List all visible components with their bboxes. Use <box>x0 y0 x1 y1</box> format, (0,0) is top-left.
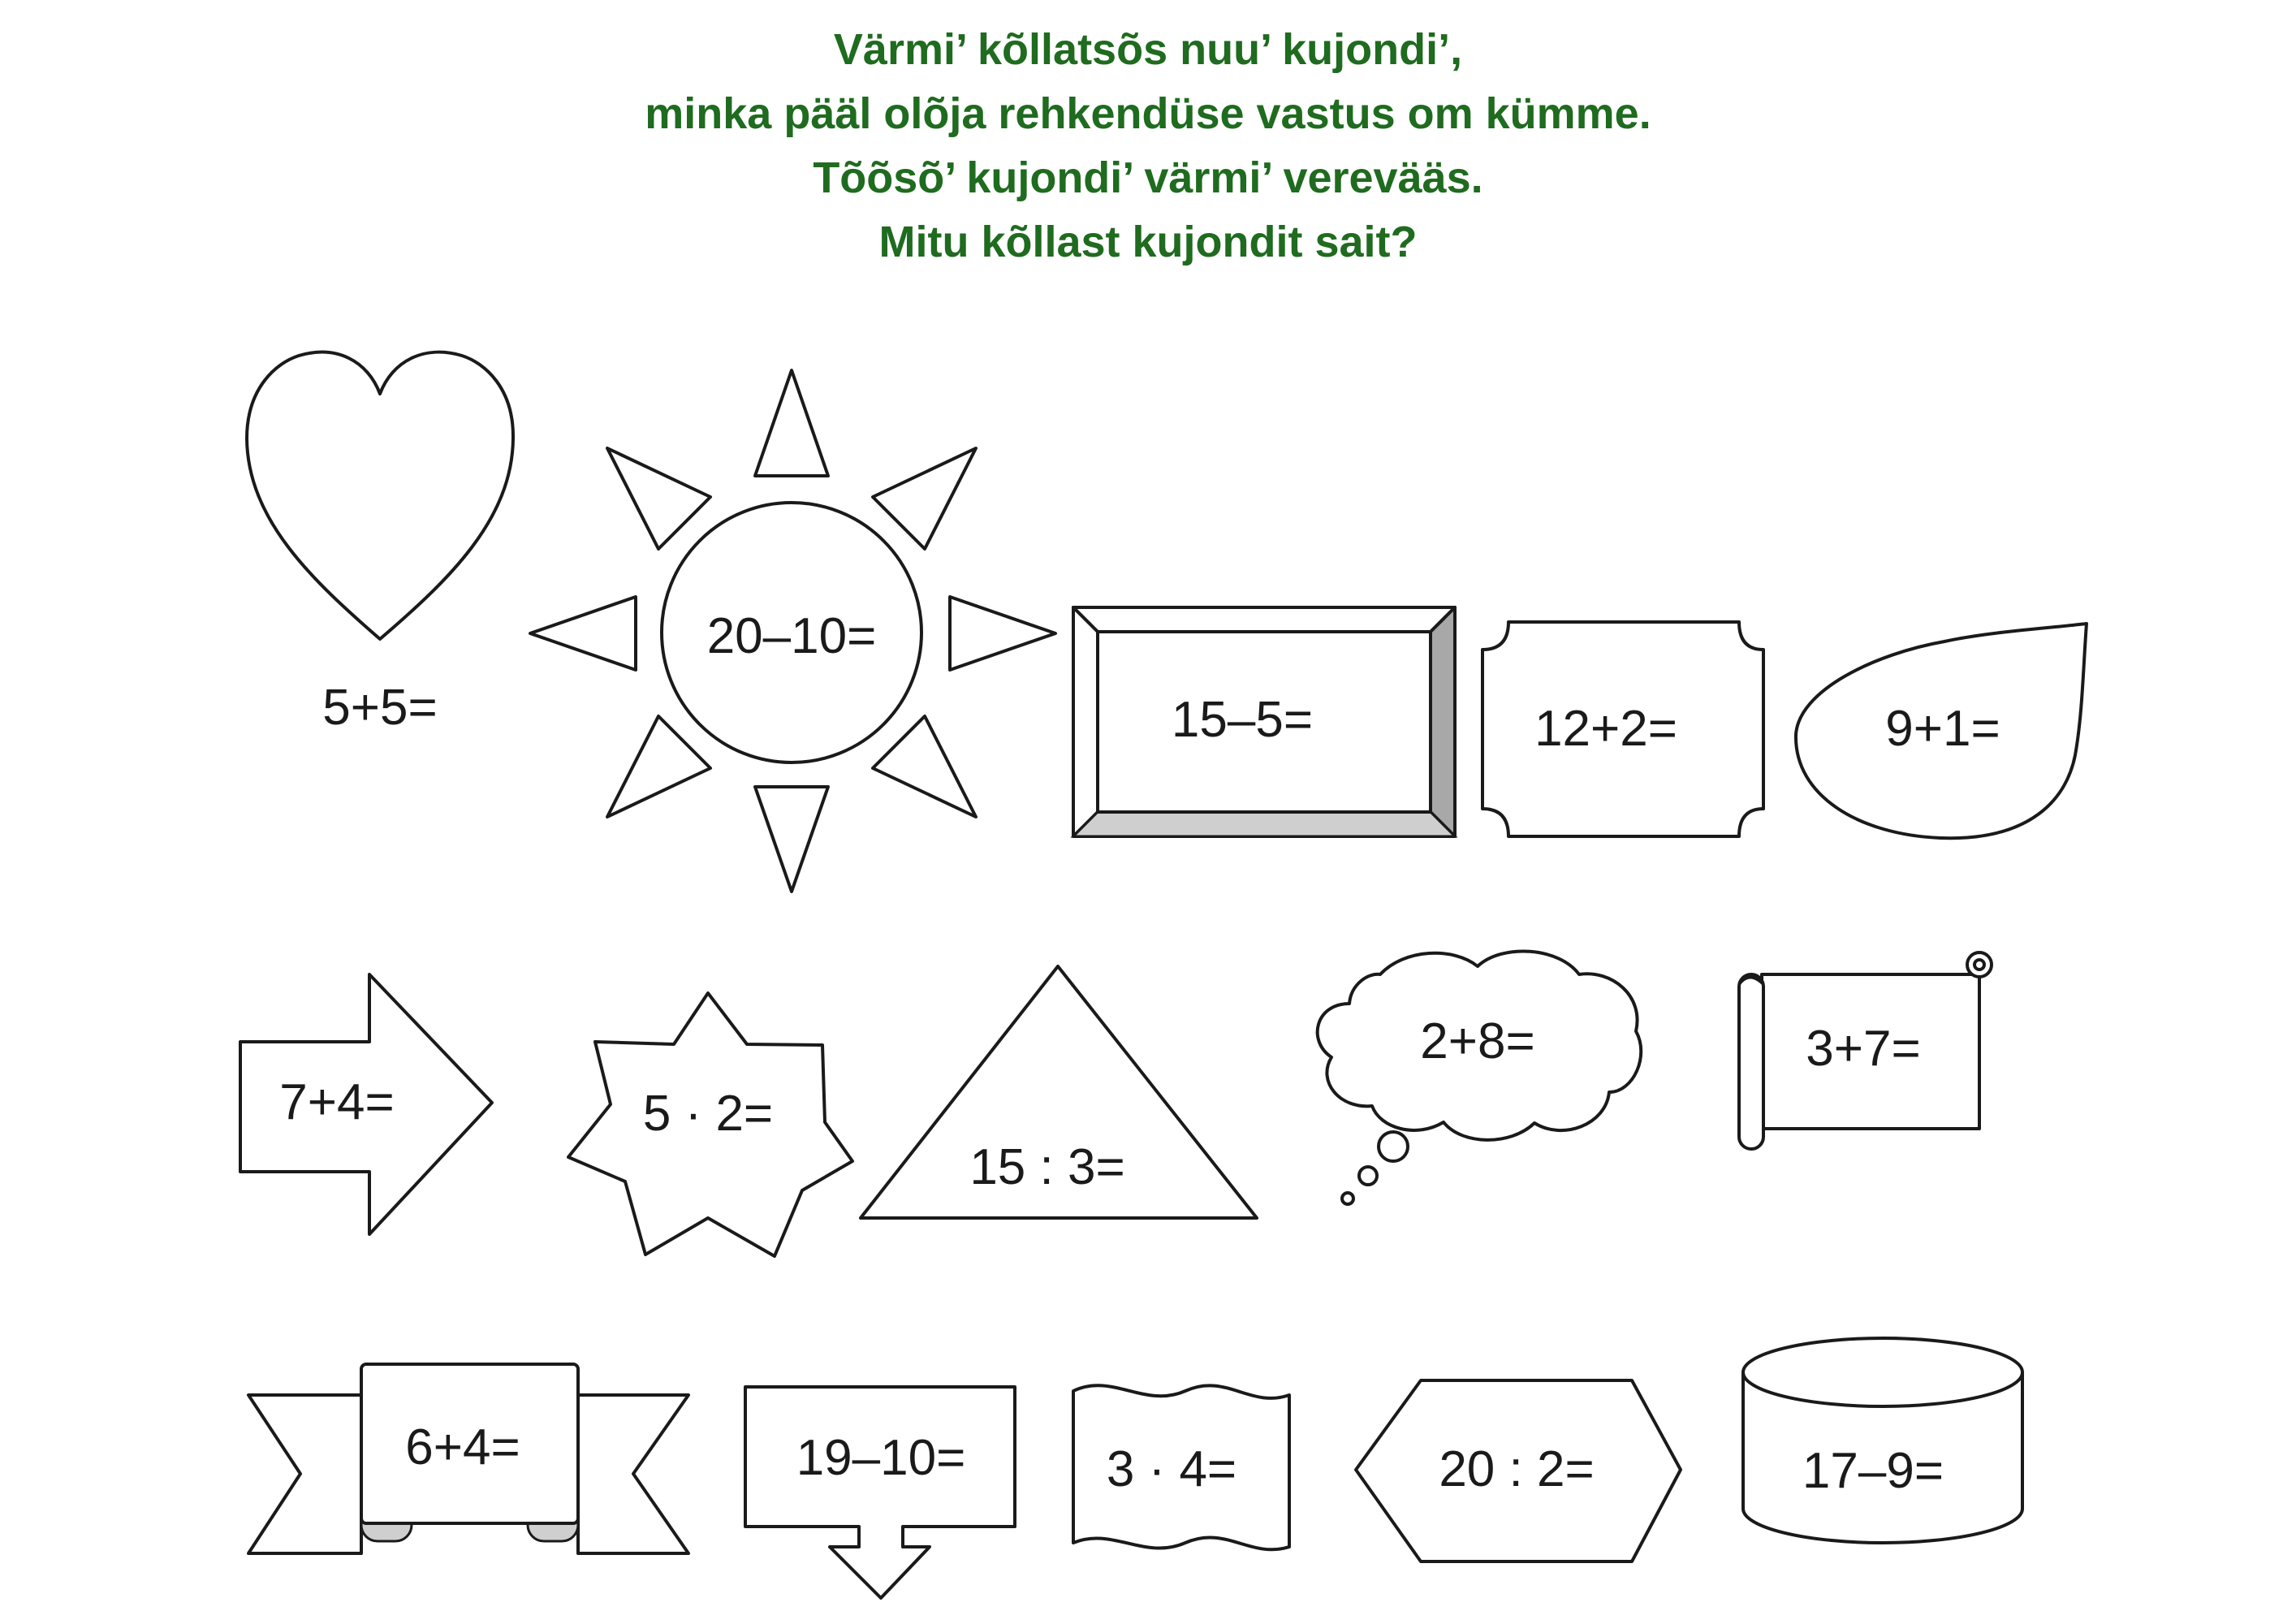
arrow-right-shape[interactable] <box>240 974 492 1234</box>
star-expression: 5 · 2= <box>642 1086 774 1142</box>
callout-expression: 19–10= <box>796 1430 966 1486</box>
scroll-shape[interactable] <box>1739 952 1992 1149</box>
down-arrow-callout-shape[interactable] <box>745 1387 1015 1598</box>
cloud-expression: 2+8= <box>1420 1013 1535 1069</box>
thought-cloud-shape[interactable] <box>1318 951 1642 1204</box>
drop-expression: 9+1= <box>1885 701 2000 757</box>
triangle-expression: 15 : 3= <box>969 1139 1125 1195</box>
instruction-line-2: minka pääl olõja rehkendüse vastus om kümme. <box>645 89 1651 138</box>
ticket-expression: 12+2= <box>1534 701 1677 757</box>
star-shape[interactable] <box>568 993 852 1256</box>
ribbon-banner-shape[interactable] <box>248 1364 688 1553</box>
sun-expression: 20–10= <box>706 608 877 664</box>
scroll-expression: 3+7= <box>1806 1021 1921 1077</box>
heart-expression: 5+5= <box>322 680 438 736</box>
hexagon-shape[interactable] <box>1356 1380 1681 1561</box>
cylinder-expression: 17–9= <box>1802 1443 1944 1499</box>
drop-shape[interactable] <box>1796 624 2087 838</box>
triangle-shape[interactable] <box>861 966 1257 1218</box>
instruction-line-1: Värmi’ kõllatsõs nuu’ kujondi’, <box>833 25 1463 74</box>
arrow-expression: 7+4= <box>279 1074 395 1130</box>
instruction-line-4: Mitu kõllast kujondit sait? <box>878 218 1418 266</box>
instruction-line-3: Tõõsõ’ kujondi’ värmi’ verevääs. <box>813 153 1483 202</box>
cylinder-shape[interactable] <box>1743 1338 2022 1543</box>
hexagon-expression: 20 : 2= <box>1439 1441 1595 1497</box>
frame-expression: 15–5= <box>1171 692 1314 748</box>
ticket-shape[interactable] <box>1482 622 1763 836</box>
wave-flag-shape[interactable] <box>1073 1385 1289 1549</box>
heart-shape[interactable] <box>247 352 513 736</box>
beveled-frame-shape[interactable] <box>1073 607 1455 836</box>
ribbon-expression: 6+4= <box>405 1419 520 1475</box>
sun-shape[interactable] <box>530 370 1055 892</box>
wave-expression: 3 · 4= <box>1106 1441 1237 1497</box>
